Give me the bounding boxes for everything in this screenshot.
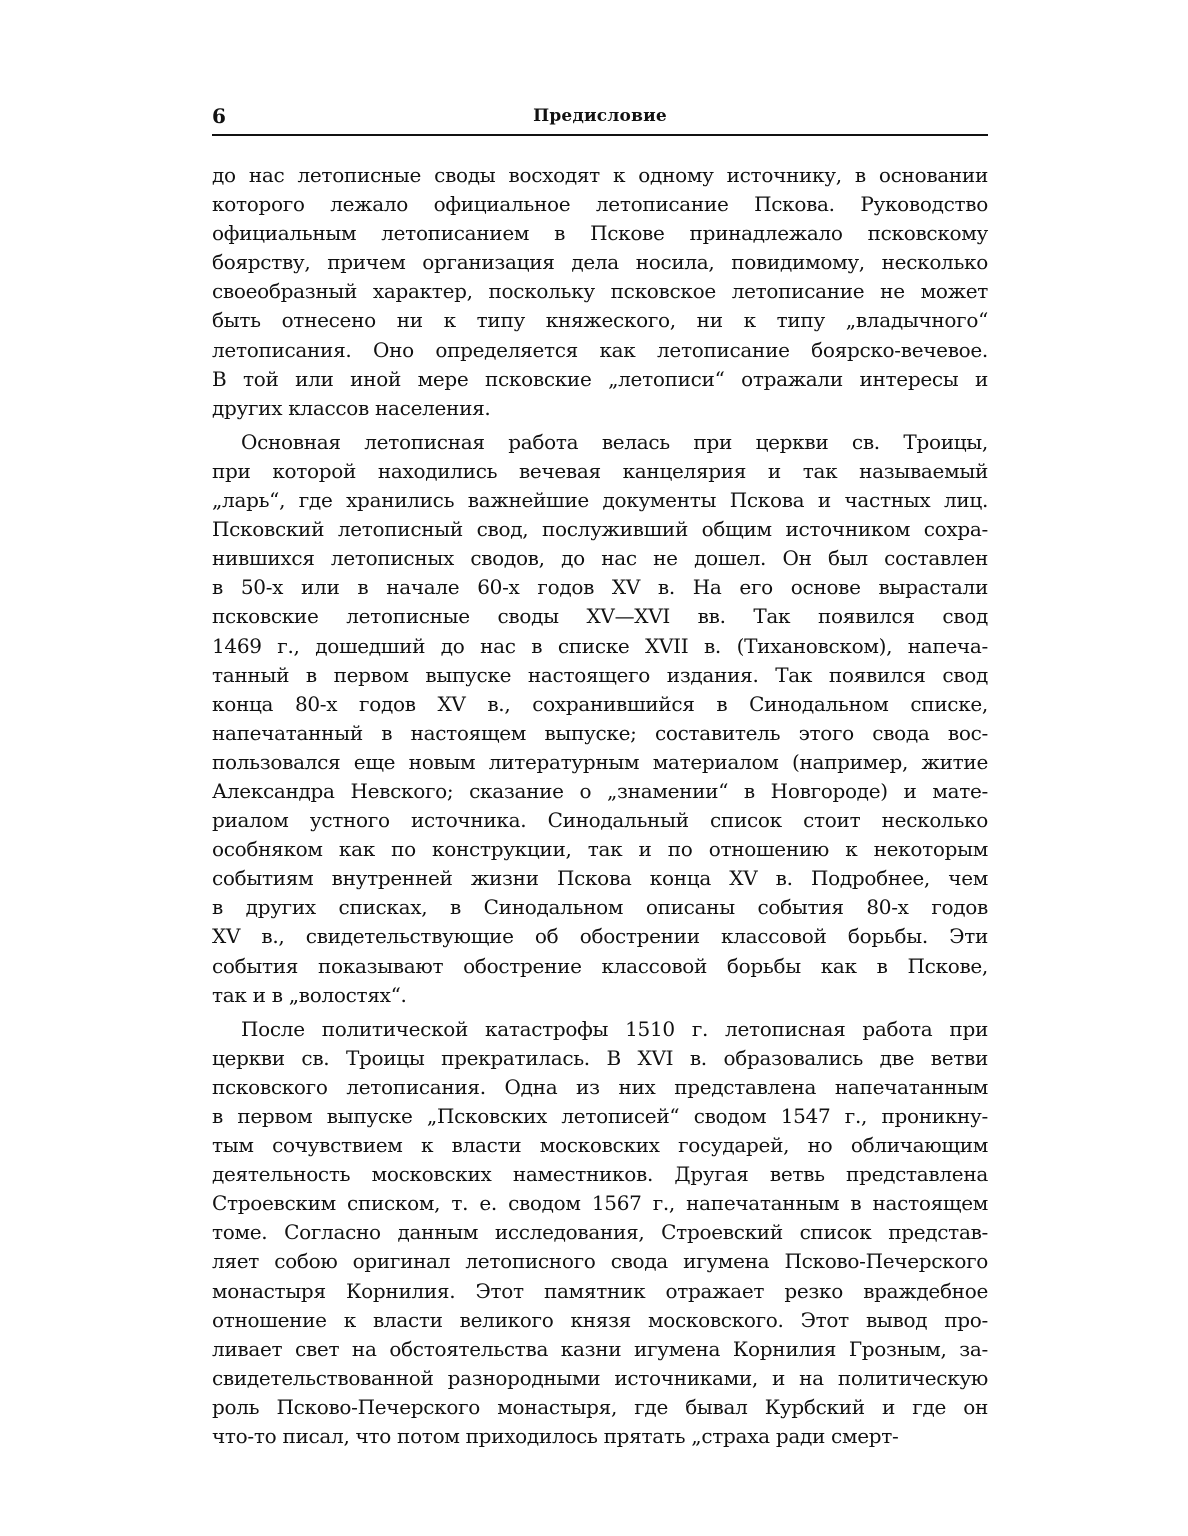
text-line: в других списках, в Синодальном описаны события 80-х годов [212, 895, 988, 920]
text-line: при которой находились вечевая канцелярия и так называемый [212, 458, 988, 483]
text-line: в первом выпуске „Псковских летописей“ сводом 1547 г., проникну- [212, 1104, 988, 1128]
text-line: официальным летописанием в Пскове принадлежало псковскому [212, 221, 988, 246]
text-line: томе. Согласно данным исследования, Строевский список представ- [212, 1220, 988, 1245]
text-line: Основная летописная работа велась при церкви св. Троицы, [241, 429, 988, 454]
paragraph-2 [212, 428, 988, 1010]
text-line: ливает свет на обстоятельства казни игумена Корнилия Грозным, за- [212, 1336, 988, 1361]
section-title: Предисловие [533, 106, 667, 126]
text-line: ляет собою оригинал летописного свода игумена Псково-Печерского [212, 1249, 988, 1274]
text-line: события показывают обострение классовой борьбы как в Пскове, [212, 953, 988, 978]
text-line: церкви св. Троицы прекратилась. В XVI в. образовались две ветви [212, 1045, 988, 1070]
text-line: так и в „волостях“. [212, 982, 407, 1007]
text-line: тым сочувствием к власти московских государей, но обличающим [212, 1133, 988, 1158]
text-line: быть отнесено ни к типу княжеского, ни к типу „владычного“ [212, 308, 988, 333]
book-page [212, 100, 988, 1451]
text-line: свидетельствованной разнородными источниками, и на политическую [212, 1365, 988, 1390]
text-line: 1469 г., дошедший до нас в списке XVII в. (Тихановском), напеча- [212, 633, 988, 658]
page-number: 6 [212, 104, 226, 128]
text-line: XV в., свидетельствующие об обострении классовой борьбы. Эти [212, 924, 988, 949]
text-line: Псковский летописный свод, послуживший общим источником сохра- [212, 517, 988, 542]
text-line: нившихся летописных сводов, до нас не дошел. Он был составлен [212, 546, 988, 571]
text-line: своеобразный характер, поскольку псковское летописание не может [212, 279, 988, 304]
text-line: После политической катастрофы 1510 г. летописная работа при [241, 1016, 988, 1041]
text-line: псковские летописные своды XV—XVI вв. Так появился свод [212, 604, 988, 629]
text-line: монастыря Корнилия. Этот памятник отражает резко враждебное [212, 1278, 988, 1303]
text-line: деятельность московских наместников. Другая ветвь представлена [212, 1162, 988, 1187]
text-line: риалом устного источника. Синодальный список стоит несколько [212, 808, 988, 833]
text-line: „ларь“, где хранились важнейшие документы Пскова и частных лиц. [212, 488, 988, 513]
text-line: пользовался еще новым литературным материалом (например, житие [212, 749, 988, 774]
body-text [212, 161, 988, 1451]
text-line: которого лежало официальное летописание Пскова. Руководство [212, 192, 988, 217]
text-line: до нас летописные своды восходят к одному источнику, в основании [212, 163, 988, 187]
text-line: Строевским списком, т. е. сводом 1567 г., напечатанным в настоящем [212, 1191, 988, 1216]
text-line: танный в первом выпуске настоящего издания. Так появился свод [212, 662, 988, 687]
paragraph-1 [212, 161, 988, 423]
text-line: В той или иной мере псковские „летописи“ отражали интересы и [212, 366, 988, 391]
text-line: Александра Невского; сказание о „знамении“ в Новгороде) и мате- [212, 778, 988, 803]
paragraph-3 [212, 1015, 988, 1451]
text-line: напечатанный в настоящем выпуске; составитель этого свода вос- [212, 720, 988, 745]
text-line: летописания. Оно определяется как летописание боярско-вечевое. [212, 337, 988, 362]
text-line: отношение к власти великого князя московского. Этот вывод про- [212, 1307, 988, 1332]
text-line: что-то писал, что потом приходилось прятать „страха ради смерт- [212, 1424, 899, 1449]
text-line: событиям внутренней жизни Пскова конца XV в. Подробнее, чем [212, 866, 988, 891]
text-line: других классов населения. [212, 395, 491, 420]
text-line: в 50-х или в начале 60-х годов XV в. На его основе вырастали [212, 575, 988, 600]
text-line: конца 80-х годов XV в., сохранившийся в Синодальном списке, [212, 691, 988, 716]
text-line: особняком как по конструкции, так и по отношению к некоторым [212, 837, 988, 862]
text-line: боярству, причем организация дела носила, повидимому, несколько [212, 250, 988, 275]
text-line: псковского летописания. Одна из них представлена напечатанным [212, 1074, 988, 1099]
text-line: роль Псково-Печерского монастыря, где бывал Курбский и где он [212, 1394, 988, 1419]
running-head [212, 100, 988, 136]
